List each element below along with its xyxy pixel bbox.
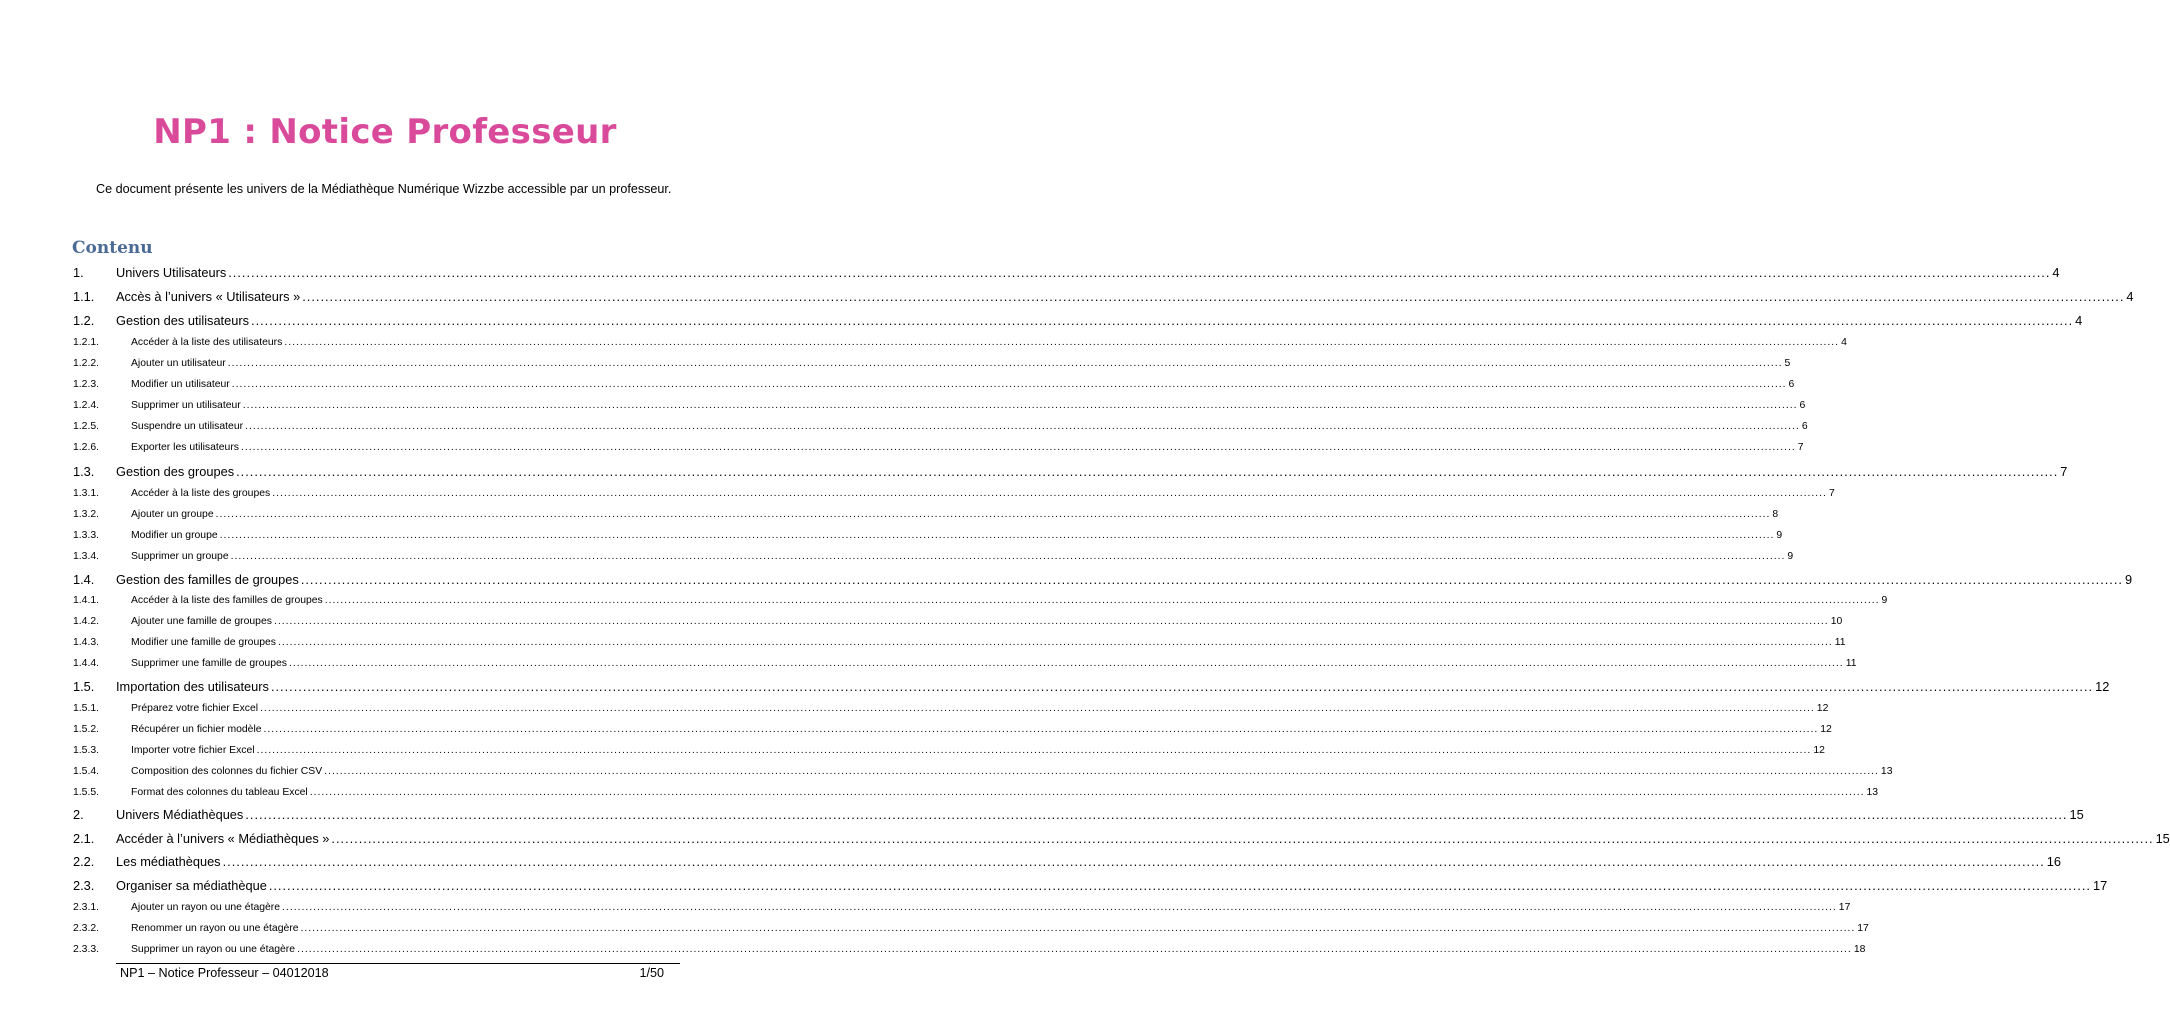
toc-entry[interactable] xyxy=(73,485,1835,499)
toc-entry-number: 1.1. xyxy=(73,289,95,304)
toc-entry-page: 17 xyxy=(1857,923,1869,934)
toc-entry-number: 1.2.1. xyxy=(73,337,99,348)
toc-entry-page: 15 xyxy=(2155,831,2170,846)
toc-dot-leader: ................................................................................................................................................................................................................................................................................................................................................................................................................ xyxy=(215,509,1771,520)
toc-entry-page: 7 xyxy=(2060,464,2068,479)
toc-entry-label: Accéder à la liste des utilisateurs xyxy=(131,337,283,348)
intro-paragraph: Ce document présente les univers de la Médiathèque Numérique Wizzbe accessible par un professeur. xyxy=(96,182,672,196)
toc-entry-number: 1.4.1. xyxy=(73,595,99,606)
toc-dot-leader: ................................................................................................................................................................................................................................................................................................................................................................................................................ xyxy=(236,464,2059,479)
toc-entry-page: 12 xyxy=(1813,745,1825,756)
toc-dot-leader: ................................................................................................................................................................................................................................................................................................................................................................................................................ xyxy=(331,831,2154,846)
toc-entry-number: 2.3.3. xyxy=(73,944,99,955)
toc-entry-label: Univers Médiathèques xyxy=(116,807,244,822)
toc-entry-label: Supprimer une famille de groupes xyxy=(131,658,287,669)
toc-entry[interactable] xyxy=(73,941,1866,955)
toc-entry-number: 1.4.3. xyxy=(73,637,99,648)
toc-entry-number: 1. xyxy=(73,265,84,280)
toc-entry[interactable] xyxy=(73,548,1794,562)
toc-dot-leader: ................................................................................................................................................................................................................................................................................................................................................................................................................ xyxy=(297,944,1852,955)
toc-dot-leader: ................................................................................................................................................................................................................................................................................................................................................................................................................ xyxy=(300,923,1856,934)
toc-entry-label: Accéder à l’univers « Médiathèques » xyxy=(116,831,330,846)
toc-entry-number: 1.3. xyxy=(73,464,95,479)
toc-entry-number: 1.4.4. xyxy=(73,658,99,669)
toc-entry-number: 1.2.3. xyxy=(73,379,99,390)
toc-dot-leader: ................................................................................................................................................................................................................................................................................................................................................................................................................ xyxy=(268,878,2091,893)
toc-dot-leader: ................................................................................................................................................................................................................................................................................................................................................................................................................ xyxy=(324,595,1880,606)
toc-entry-label: Composition des colonnes du fichier CSV xyxy=(131,766,323,777)
toc-dot-leader: ................................................................................................................................................................................................................................................................................................................................................................................................................ xyxy=(277,637,1833,648)
toc-entry-page: 4 xyxy=(2075,313,2083,328)
toc-entry[interactable] xyxy=(73,461,2068,479)
toc-entry-label: Récupérer un fichier modèle xyxy=(131,724,262,735)
toc-dot-leader: ................................................................................................................................................................................................................................................................................................................................................................................................................ xyxy=(272,488,1827,499)
toc-entry-page: 5 xyxy=(1784,358,1791,369)
toc-entry-label: Ajouter un groupe xyxy=(131,509,214,520)
toc-dot-leader: ................................................................................................................................................................................................................................................................................................................................................................................................................ xyxy=(260,703,1815,714)
toc-dot-leader: ................................................................................................................................................................................................................................................................................................................................................................................................................ xyxy=(245,807,2068,822)
toc-entry-number: 2. xyxy=(73,807,84,822)
toc-entry-page: 9 xyxy=(1776,530,1783,541)
toc-dot-leader: ................................................................................................................................................................................................................................................................................................................................................................................................................ xyxy=(241,442,1796,453)
toc-entry-page: 13 xyxy=(1880,766,1893,777)
toc-entry-label: Accès à l’univers « Utilisateurs » xyxy=(116,289,301,304)
toc-dot-leader: ................................................................................................................................................................................................................................................................................................................................................................................................................ xyxy=(324,766,1879,777)
toc-entry-page: 8 xyxy=(1772,509,1779,520)
toc-entry-page: 17 xyxy=(1838,902,1851,913)
toc-entry-number: 1.3.4. xyxy=(73,551,99,562)
toc-entry[interactable] xyxy=(73,700,1829,714)
toc-entry[interactable] xyxy=(73,334,1847,348)
toc-entry-number: 1.2.6. xyxy=(73,442,99,453)
toc-entry-label: Les médiathèques xyxy=(116,854,221,869)
toc-entry[interactable] xyxy=(73,899,1851,913)
toc-entry[interactable] xyxy=(73,262,2060,280)
toc-entry-page: 11 xyxy=(1834,637,1846,648)
toc-entry[interactable] xyxy=(73,875,2108,893)
toc-entry-number: 1.5.5. xyxy=(73,787,99,798)
toc-entry[interactable] xyxy=(73,634,1846,648)
toc-entry-page: 9 xyxy=(1881,595,1888,606)
toc-entry-page: 17 xyxy=(2092,878,2108,893)
toc-entry-number: 2.1. xyxy=(73,831,95,846)
toc-entry-page: 6 xyxy=(1788,379,1795,390)
toc-entry-number: 1.5. xyxy=(73,679,95,694)
toc-entry-page: 15 xyxy=(2069,807,2084,822)
toc-entry[interactable] xyxy=(73,655,1857,669)
toc-entry-number: 1.4.2. xyxy=(73,616,99,627)
toc-entry-label: Supprimer un utilisateur xyxy=(131,400,241,411)
toc-entry-page: 7 xyxy=(1797,442,1804,453)
toc-dot-leader: ................................................................................................................................................................................................................................................................................................................................................................................................................ xyxy=(273,616,1829,627)
toc-entry-page: 13 xyxy=(1866,787,1879,798)
toc-entry-page: 4 xyxy=(2052,265,2060,280)
toc-dot-leader: ................................................................................................................................................................................................................................................................................................................................................................................................................ xyxy=(228,265,2051,280)
footer-page-number: 1/50 xyxy=(639,966,664,980)
toc-entry-page: 9 xyxy=(2124,572,2133,587)
toc-entry-label: Organiser sa médiathèque xyxy=(116,878,267,893)
toc-dot-leader: ................................................................................................................................................................................................................................................................................................................................................................................................................ xyxy=(219,530,1775,541)
toc-entry[interactable] xyxy=(73,439,1804,453)
toc-heading: Contenu xyxy=(72,238,153,258)
toc-entry-label: Accéder à la liste des groupes xyxy=(131,488,271,499)
toc-entry[interactable] xyxy=(73,355,1791,369)
toc-entry[interactable] xyxy=(73,527,1783,541)
toc-entry-label: Ajouter une famille de groupes xyxy=(131,616,272,627)
toc-entry-page: 9 xyxy=(1787,551,1794,562)
toc-entry[interactable] xyxy=(73,742,1825,756)
toc-dot-leader: ................................................................................................................................................................................................................................................................................................................................................................................................................ xyxy=(242,400,1798,411)
toc-dot-leader: ................................................................................................................................................................................................................................................................................................................................................................................................................ xyxy=(302,289,2125,304)
toc-dot-leader: ................................................................................................................................................................................................................................................................................................................................................................................................................ xyxy=(222,854,2045,869)
toc-entry-label: Renommer un rayon ou une étagère xyxy=(131,923,299,934)
toc-entry[interactable] xyxy=(73,376,1795,390)
toc-entry-page: 7 xyxy=(1828,488,1835,499)
toc-entry-label: Accéder à la liste des familles de groupes xyxy=(131,595,323,606)
toc-entry-number: 2.3.2. xyxy=(73,923,99,934)
toc-entry[interactable] xyxy=(73,763,1893,777)
toc-entry[interactable] xyxy=(73,828,2170,846)
toc-entry-page: 10 xyxy=(1830,616,1843,627)
toc-dot-leader: ................................................................................................................................................................................................................................................................................................................................................................................................................ xyxy=(282,902,1837,913)
toc-entry-page: 4 xyxy=(1841,337,1847,348)
toc-entry-number: 1.3.3. xyxy=(73,530,99,541)
toc-dot-leader: ................................................................................................................................................................................................................................................................................................................................................................................................................ xyxy=(300,572,2123,587)
toc-entry-page: 4 xyxy=(2126,289,2134,304)
toc-entry-label: Ajouter un rayon ou une étagère xyxy=(131,902,281,913)
toc-entry[interactable] xyxy=(73,592,1888,606)
toc-dot-leader: ................................................................................................................................................................................................................................................................................................................................................................................................................ xyxy=(263,724,1819,735)
toc-entry-page: 16 xyxy=(2046,854,2061,869)
toc-entry[interactable] xyxy=(73,569,2133,587)
toc-entry[interactable] xyxy=(73,310,2083,328)
toc-entry[interactable] xyxy=(73,784,1879,798)
toc-entry-page: 6 xyxy=(1799,400,1806,411)
toc-entry[interactable] xyxy=(73,676,2110,694)
toc-entry-number: 1.2.2. xyxy=(73,358,99,369)
toc-entry-label: Suspendre un utilisateur xyxy=(131,421,244,432)
toc-entry-label: Importation des utilisateurs xyxy=(116,679,269,694)
toc-entry[interactable] xyxy=(73,721,1832,735)
toc-dot-leader: ................................................................................................................................................................................................................................................................................................................................................................................................................ xyxy=(256,745,1812,756)
footer-document-label: NP1 – Notice Professeur – 04012018 xyxy=(120,966,329,980)
toc-entry-page: 12 xyxy=(1816,703,1829,714)
toc-entry-label: Gestion des groupes xyxy=(116,464,235,479)
toc-entry-label: Modifier une famille de groupes xyxy=(131,637,276,648)
toc-entry-label: Modifier un groupe xyxy=(131,530,218,541)
toc-dot-leader: ................................................................................................................................................................................................................................................................................................................................................................................................................ xyxy=(245,421,1800,432)
toc-entry[interactable] xyxy=(73,506,1779,520)
toc-entry-number: 1.2.5. xyxy=(73,421,99,432)
toc-entry[interactable] xyxy=(73,397,1806,411)
toc-entry-number: 1.4. xyxy=(73,572,95,587)
toc-entry-label: Préparez votre fichier Excel xyxy=(131,703,259,714)
toc-entry-label: Univers Utilisateurs xyxy=(116,265,227,280)
toc-entry-label: Supprimer un groupe xyxy=(131,551,229,562)
toc-entry-page: 18 xyxy=(1853,944,1866,955)
toc-entry-page: 12 xyxy=(2095,679,2110,694)
toc-entry[interactable] xyxy=(73,613,1843,627)
toc-entry-number: 2.3.1. xyxy=(73,902,99,913)
toc-dot-leader: ................................................................................................................................................................................................................................................................................................................................................................................................................ xyxy=(270,679,2094,694)
toc-entry-label: Importer votre fichier Excel xyxy=(131,745,255,756)
toc-entry-number: 1.5.1. xyxy=(73,703,99,714)
toc-entry-page: 6 xyxy=(1801,421,1808,432)
toc-entry-page: 11 xyxy=(1845,658,1857,669)
page-title: NP1 : Notice Professeur xyxy=(153,112,617,152)
toc-entry-number: 1.5.4. xyxy=(73,766,99,777)
toc-dot-leader: ................................................................................................................................................................................................................................................................................................................................................................................................................ xyxy=(284,337,1840,348)
toc-entry-label: Modifier un utilisateur xyxy=(131,379,230,390)
toc-entry-label: Supprimer un rayon ou une étagère xyxy=(131,944,296,955)
toc-entry-label: Ajouter un utilisateur xyxy=(131,358,226,369)
toc-dot-leader: ................................................................................................................................................................................................................................................................................................................................................................................................................ xyxy=(251,313,2074,328)
toc-entry[interactable] xyxy=(73,804,2084,822)
toc-entry[interactable] xyxy=(73,286,2134,304)
toc-dot-leader: ................................................................................................................................................................................................................................................................................................................................................................................................................ xyxy=(227,358,1783,369)
toc-entry-label: Exporter les utilisateurs xyxy=(131,442,239,453)
toc-entry[interactable] xyxy=(73,418,1808,432)
footer-rule xyxy=(116,963,680,964)
toc-entry-number: 1.2.4. xyxy=(73,400,99,411)
toc-entry-number: 2.3. xyxy=(73,878,95,893)
toc-entry-number: 1.5.2. xyxy=(73,724,99,735)
toc-entry-label: Gestion des familles de groupes xyxy=(116,572,299,587)
toc-entry-number: 1.3.2. xyxy=(73,509,99,520)
toc-dot-leader: ................................................................................................................................................................................................................................................................................................................................................................................................................ xyxy=(231,379,1787,390)
toc-dot-leader: ................................................................................................................................................................................................................................................................................................................................................................................................................ xyxy=(230,551,1786,562)
toc-entry-number: 1.2. xyxy=(73,313,95,328)
toc-entry-label: Gestion des utilisateurs xyxy=(116,313,250,328)
toc-entry-number: 2.2. xyxy=(73,854,95,869)
toc-dot-leader: ................................................................................................................................................................................................................................................................................................................................................................................................................ xyxy=(309,787,1865,798)
toc-entry[interactable] xyxy=(73,851,2061,869)
toc-entry-page: 12 xyxy=(1820,724,1832,735)
toc-entry-number: 1.5.3. xyxy=(73,745,99,756)
toc-entry-label: Format des colonnes du tableau Excel xyxy=(131,787,308,798)
toc-entry[interactable] xyxy=(73,920,1869,934)
toc-entry-number: 1.3.1. xyxy=(73,488,99,499)
toc-dot-leader: ................................................................................................................................................................................................................................................................................................................................................................................................................ xyxy=(288,658,1844,669)
